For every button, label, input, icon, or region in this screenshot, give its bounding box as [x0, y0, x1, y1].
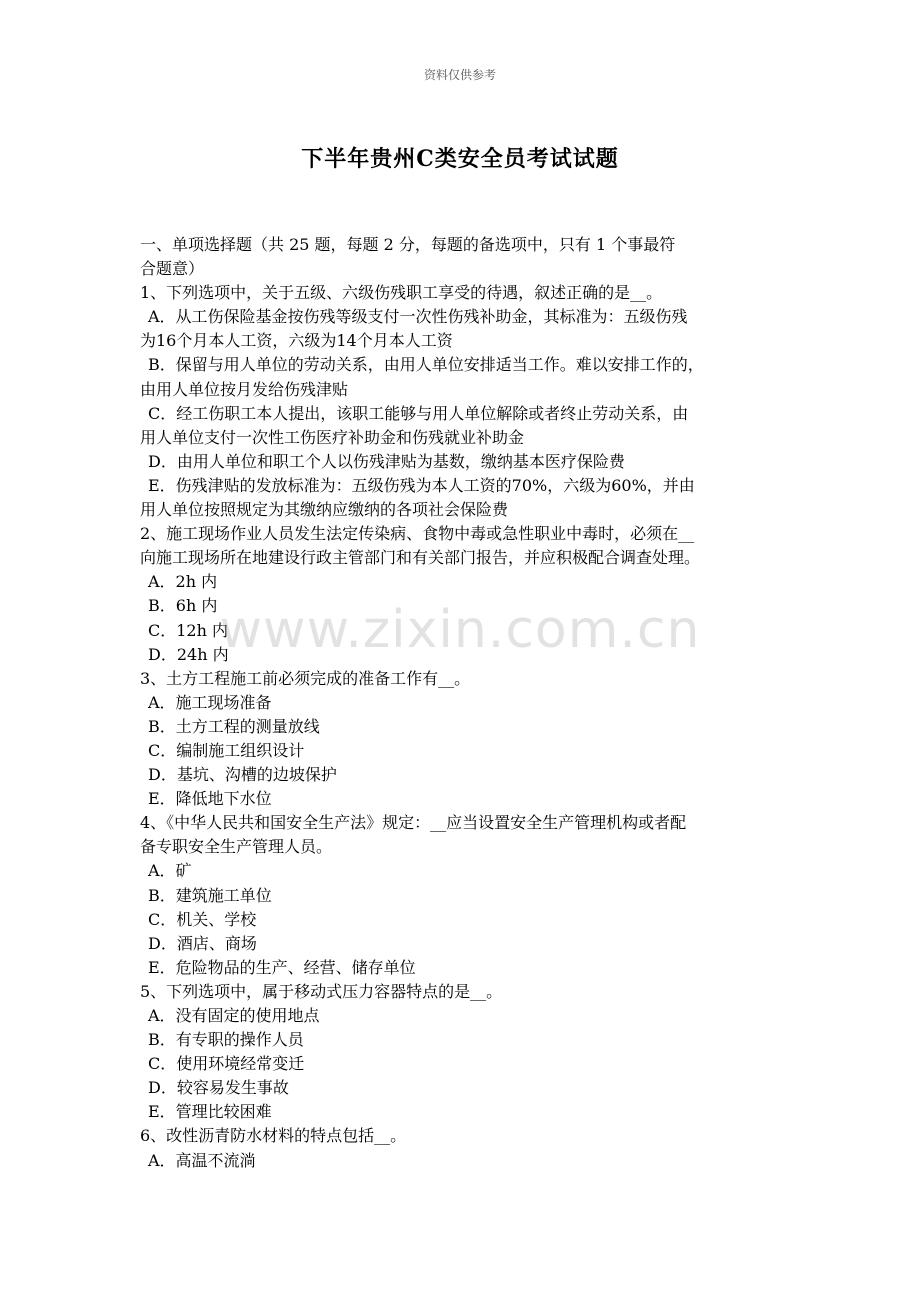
answer-option: E．伤残津贴的发放标准为：五级伤残为本人工资的70%，六级为60%，并由 [148, 475, 695, 495]
text-continuation-line: 向施工现场所在地建设行政主管部门和有关部门报告，并应积极配合调查处理。 [140, 548, 701, 568]
answer-option: B．建筑施工单位 [148, 885, 272, 905]
answer-option: D．较容易发生事故 [148, 1078, 289, 1098]
answer-option: D．酒店、商场 [148, 933, 257, 953]
text-continuation-line: 由用人单位按月发给伤残津贴 [140, 379, 349, 399]
header-note: 资料仅供参考 [423, 68, 496, 82]
answer-option: E．降低地下水位 [148, 789, 272, 809]
answer-option: A．2h 内 [148, 572, 218, 592]
question-line: 2、施工现场作业人员发生法定传染病、食物中毒或急性职业中毒时，必须在__ [140, 524, 695, 544]
page-title: 下半年贵州C类安全员考试试题 [301, 146, 619, 172]
answer-option: B．6h 内 [148, 596, 218, 616]
answer-option: C．机关、学校 [148, 909, 257, 929]
answer-option: A．没有固定的使用地点 [148, 1006, 320, 1025]
question-line: 1、下列选项中，关于五级、六级伤残职工享受的待遇，叙述正确的是__。 [140, 283, 663, 303]
answer-option: C．编制施工组织设计 [148, 740, 305, 760]
answer-option: C．使用环境经常变迁 [148, 1054, 305, 1074]
question-line: 6、改性沥青防水材料的特点包括__。 [140, 1126, 407, 1146]
section-heading-line: 合题意） [140, 259, 205, 279]
question-line: 3、土方工程施工前必须完成的准备工作有__。 [140, 668, 471, 688]
answer-option: A．矿 [148, 861, 192, 881]
watermark: www.zixin.com.cn [219, 600, 701, 660]
section-heading-line: 一、单项选择题（共 25 题，每题 2 分，每题的备选项中，只有 1 个事最符 [140, 235, 676, 254]
answer-option: E．管理比较困难 [148, 1102, 272, 1122]
answer-option: C．经工伤职工本人提出，该职工能够与用人单位解除或者终止劳动关系，由 [148, 403, 689, 423]
question-line: 4、《中华人民共和国安全生产法》规定：__应当设置安全生产管理机构或者配 [140, 813, 687, 833]
answer-option: A．从工伤保险基金按伤残等级支付一次性伤残补助金，其标准为：五级伤残 [148, 307, 688, 327]
answer-option: B．保留与用人单位的劳动关系，由用人单位安排适当工作。难以安排工作的， [148, 355, 704, 375]
answer-option: D．基坑、沟槽的边坡保护 [148, 765, 337, 785]
question-line: 5、下列选项中，属于移动式压力容器特点的是__。 [140, 981, 503, 1001]
answer-option: B．有专职的操作人员 [148, 1030, 304, 1050]
text-continuation-line: 用人单位支付一次性工伤医疗补助金和伤残就业补助金 [140, 427, 525, 447]
text-continuation-line: 为16个月本人工资，六级为14个月本人工资 [140, 331, 453, 351]
answer-option: A．高温不流淌 [148, 1150, 256, 1170]
answer-option: C．12h 内 [148, 620, 228, 640]
text-continuation-line: 备专职安全生产管理人员。 [140, 837, 333, 857]
answer-option: D．由用人单位和职工个人以伤残津贴为基数，缴纳基本医疗保险费 [148, 451, 625, 471]
exam-content [140, 233, 800, 1173]
answer-option: A．施工现场准备 [148, 692, 272, 712]
answer-option: E．危险物品的生产、经营、储存单位 [148, 957, 416, 977]
answer-option: B．土方工程的测量放线 [148, 716, 320, 736]
text-continuation-line: 用人单位按照规定为其缴纳应缴纳的各项社会保险费 [140, 500, 509, 520]
answer-option: D．24h 内 [148, 644, 229, 664]
